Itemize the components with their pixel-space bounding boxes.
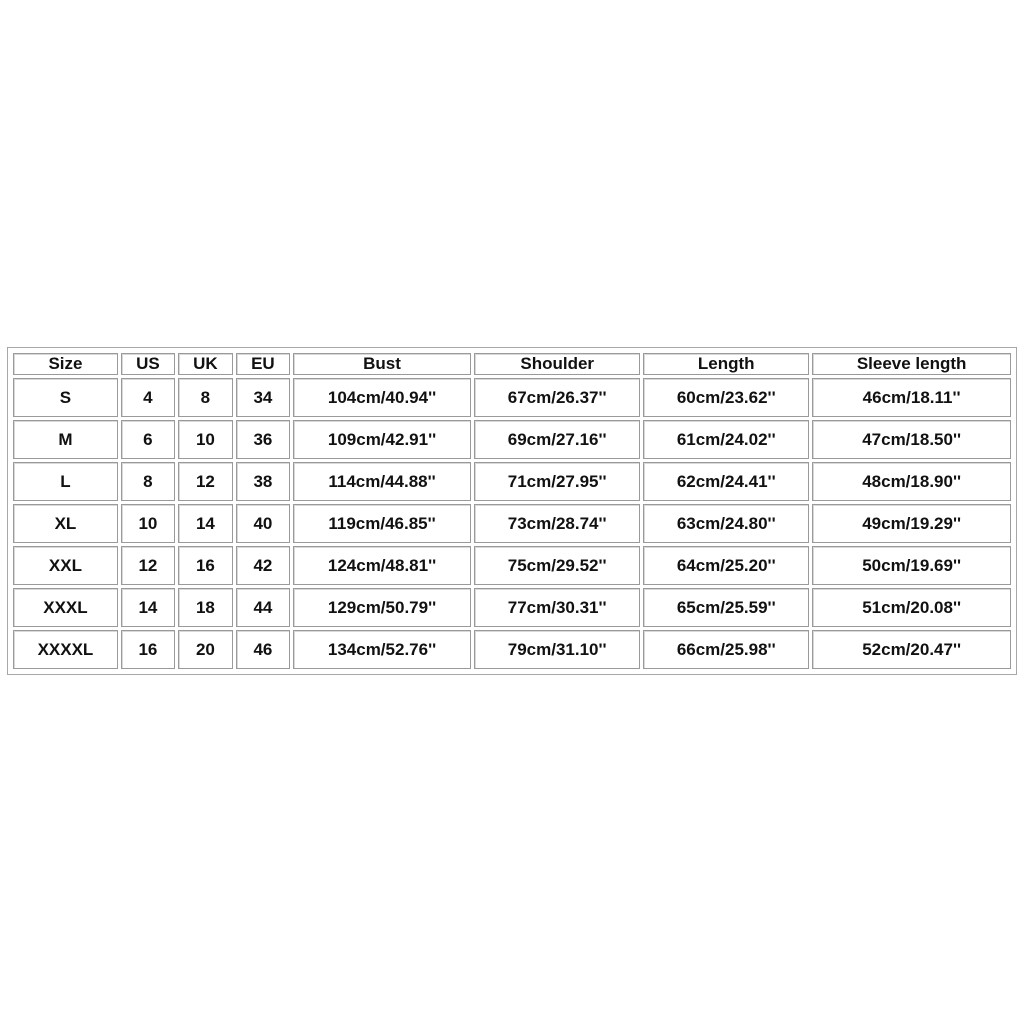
cell-eu: 38 (236, 462, 290, 501)
cell-eu: 44 (236, 588, 290, 627)
size-chart (7, 347, 1017, 675)
cell-bust: 124cm/48.81'' (293, 546, 471, 585)
table-row (13, 588, 1011, 627)
cell-shoulder: 71cm/27.95'' (474, 462, 640, 501)
cell-sleeve-length: 47cm/18.50'' (812, 420, 1011, 459)
cell-size: XXXL (13, 588, 118, 627)
table-row (13, 420, 1011, 459)
cell-uk: 8 (178, 378, 233, 417)
cell-length: 64cm/25.20'' (643, 546, 809, 585)
cell-eu: 36 (236, 420, 290, 459)
cell-sleeve-length: 48cm/18.90'' (812, 462, 1011, 501)
cell-uk: 20 (178, 630, 233, 669)
cell-sleeve-length: 49cm/19.29'' (812, 504, 1011, 543)
cell-eu: 42 (236, 546, 290, 585)
header-length: Length (643, 353, 809, 375)
cell-shoulder: 67cm/26.37'' (474, 378, 640, 417)
table-row (13, 504, 1011, 543)
header-row (13, 353, 1011, 375)
header-sleeve-length: Sleeve length (812, 353, 1011, 375)
cell-length: 60cm/23.62'' (643, 378, 809, 417)
cell-uk: 12 (178, 462, 233, 501)
cell-size: XL (13, 504, 118, 543)
cell-bust: 109cm/42.91'' (293, 420, 471, 459)
cell-sleeve-length: 51cm/20.08'' (812, 588, 1011, 627)
cell-us: 16 (121, 630, 175, 669)
cell-shoulder: 75cm/29.52'' (474, 546, 640, 585)
size-table (10, 350, 1014, 672)
cell-sleeve-length: 50cm/19.69'' (812, 546, 1011, 585)
cell-us: 10 (121, 504, 175, 543)
cell-shoulder: 77cm/30.31'' (474, 588, 640, 627)
table-row (13, 378, 1011, 417)
cell-size: XXL (13, 546, 118, 585)
header-bust: Bust (293, 353, 471, 375)
cell-size: S (13, 378, 118, 417)
cell-us: 4 (121, 378, 175, 417)
cell-shoulder: 73cm/28.74'' (474, 504, 640, 543)
header-eu: EU (236, 353, 290, 375)
cell-eu: 34 (236, 378, 290, 417)
cell-eu: 46 (236, 630, 290, 669)
cell-bust: 129cm/50.79'' (293, 588, 471, 627)
cell-bust: 104cm/40.94'' (293, 378, 471, 417)
cell-length: 61cm/24.02'' (643, 420, 809, 459)
header-size: Size (13, 353, 118, 375)
cell-size: XXXXL (13, 630, 118, 669)
table-row (13, 462, 1011, 501)
cell-length: 63cm/24.80'' (643, 504, 809, 543)
cell-sleeve-length: 46cm/18.11'' (812, 378, 1011, 417)
cell-eu: 40 (236, 504, 290, 543)
cell-uk: 14 (178, 504, 233, 543)
header-shoulder: Shoulder (474, 353, 640, 375)
cell-shoulder: 79cm/31.10'' (474, 630, 640, 669)
cell-shoulder: 69cm/27.16'' (474, 420, 640, 459)
cell-uk: 16 (178, 546, 233, 585)
cell-uk: 18 (178, 588, 233, 627)
header-uk: UK (178, 353, 233, 375)
cell-us: 8 (121, 462, 175, 501)
cell-size: L (13, 462, 118, 501)
cell-bust: 119cm/46.85'' (293, 504, 471, 543)
table-row (13, 546, 1011, 585)
cell-uk: 10 (178, 420, 233, 459)
cell-sleeve-length: 52cm/20.47'' (812, 630, 1011, 669)
cell-us: 14 (121, 588, 175, 627)
cell-size: M (13, 420, 118, 459)
cell-bust: 134cm/52.76'' (293, 630, 471, 669)
table-row (13, 630, 1011, 669)
cell-length: 65cm/25.59'' (643, 588, 809, 627)
cell-length: 62cm/24.41'' (643, 462, 809, 501)
header-us: US (121, 353, 175, 375)
cell-bust: 114cm/44.88'' (293, 462, 471, 501)
cell-us: 12 (121, 546, 175, 585)
cell-length: 66cm/25.98'' (643, 630, 809, 669)
cell-us: 6 (121, 420, 175, 459)
